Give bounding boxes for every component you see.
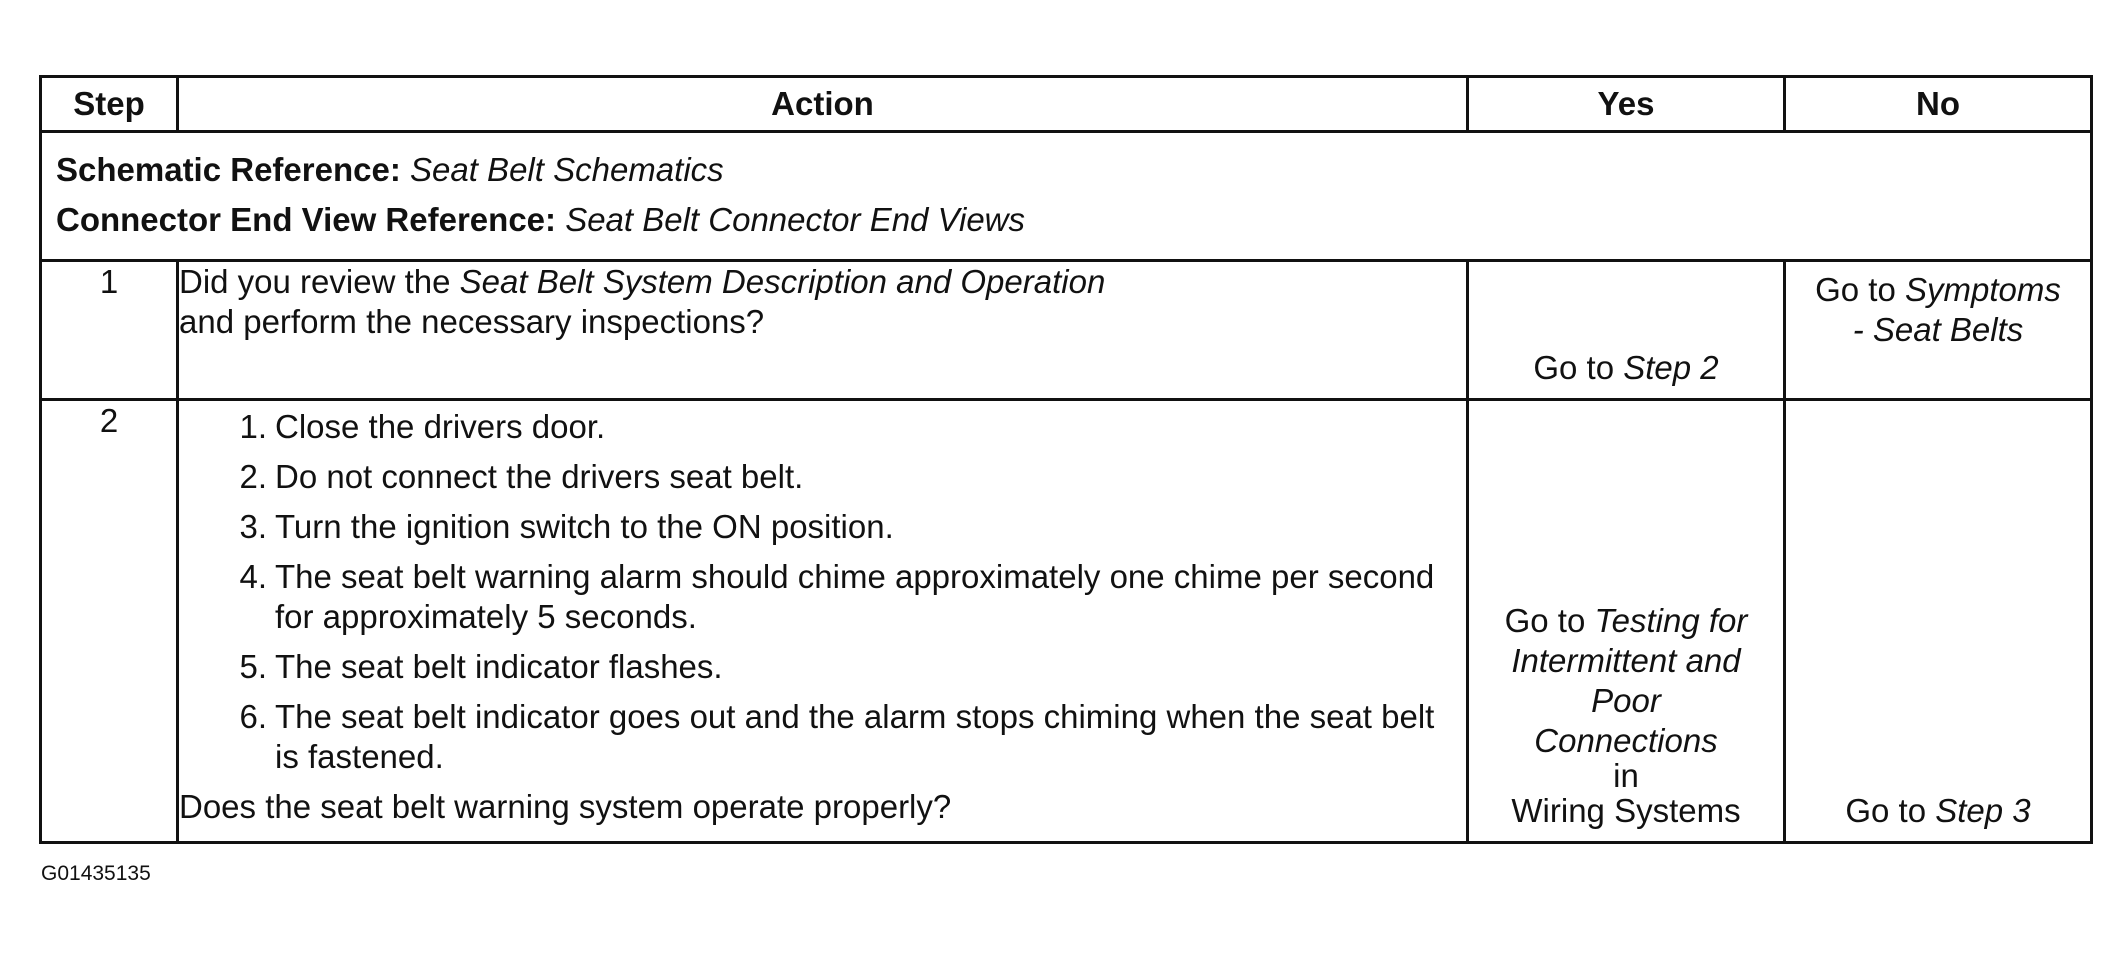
connector-reference-label: Connector End View Reference: — [56, 201, 557, 238]
no-result-prefix: Go to — [1845, 792, 1936, 829]
action-question: Does the seat belt warning system operate properly? — [179, 788, 952, 825]
substep-number: 3. — [239, 508, 267, 545]
substep-number: 2. — [239, 458, 267, 495]
yes-cell — [1468, 400, 1785, 843]
header-no: No — [1785, 77, 2092, 132]
connector-reference — [56, 195, 2076, 245]
no-cell — [1785, 400, 2092, 843]
table-header-row — [41, 77, 2092, 132]
yes-result-prefix: Go to — [1504, 602, 1595, 639]
action-cell — [178, 400, 1468, 843]
substep-text: The seat belt indicator flashes. — [275, 648, 723, 685]
yes-result-link-1: Testing for — [1594, 602, 1748, 639]
action-text-prefix: Did you review the — [179, 263, 460, 300]
table-row — [41, 400, 2092, 843]
yes-result — [1469, 601, 1783, 831]
action-cell — [178, 261, 1468, 400]
list-item — [231, 697, 1466, 777]
yes-result — [1469, 348, 1783, 388]
reference-cell — [41, 132, 2092, 261]
no-result-link-1: Symptoms — [1905, 271, 2061, 308]
no-result — [1786, 791, 2090, 831]
yes-cell — [1468, 261, 1785, 400]
step-number: 2 — [41, 400, 178, 843]
yes-result-link-2: Intermittent and — [1511, 642, 1741, 679]
no-result-link: Step 3 — [1935, 792, 2031, 829]
yes-result-link: Step 2 — [1623, 349, 1719, 386]
figure-id: G01435135 — [41, 862, 151, 885]
header-yes: Yes — [1468, 77, 1785, 132]
action-line — [179, 262, 1466, 302]
substep-text: Close the drivers door. — [275, 408, 606, 445]
header-action: Action — [178, 77, 1468, 132]
yes-result-plain-2: Wiring Systems — [1511, 792, 1741, 829]
substep-list — [179, 407, 1466, 777]
schematic-reference-label: Schematic Reference: — [56, 151, 401, 188]
schematic-reference — [56, 145, 2076, 195]
list-item — [231, 407, 1466, 447]
substep-number: 6. — [239, 698, 267, 735]
step-number: 1 — [41, 261, 178, 400]
reference-row — [41, 132, 2092, 261]
header-step: Step — [41, 77, 178, 132]
schematic-reference-value: Seat Belt Schematics — [410, 151, 724, 188]
connector-reference-value: Seat Belt Connector End Views — [565, 201, 1026, 238]
substep-text: Turn the ignition switch to the ON position. — [275, 508, 894, 545]
action-text-italic: Seat Belt System Description and Operation — [459, 263, 1106, 300]
no-cell — [1785, 261, 2092, 400]
substep-number: 5. — [239, 648, 267, 685]
table-row — [41, 261, 2092, 400]
yes-result-link-4: Connections — [1534, 722, 1718, 759]
substep-text: Do not connect the drivers seat belt. — [275, 458, 804, 495]
substep-text: The seat belt indicator goes out and the alarm stops chiming when the seat belt is fastened. — [275, 698, 1435, 775]
substep-text: The seat belt warning alarm should chime approximately one chime per second for approximately 5 seconds. — [275, 558, 1435, 635]
list-item — [231, 457, 1466, 497]
diagnostic-table — [39, 75, 2093, 844]
no-result — [1786, 262, 2090, 350]
substep-number: 4. — [239, 558, 267, 595]
yes-result-plain-1: in — [1613, 757, 1639, 794]
yes-result-prefix: Go to — [1533, 349, 1624, 386]
list-item — [231, 507, 1466, 547]
action-text-suffix: and perform the necessary inspections? — [179, 303, 765, 340]
list-item — [231, 647, 1466, 687]
list-item — [231, 557, 1466, 637]
substep-number: 1. — [239, 408, 267, 445]
yes-result-link-3: Poor — [1591, 682, 1661, 719]
no-result-link-2: - Seat Belts — [1852, 311, 2024, 348]
no-result-prefix: Go to — [1815, 271, 1905, 308]
